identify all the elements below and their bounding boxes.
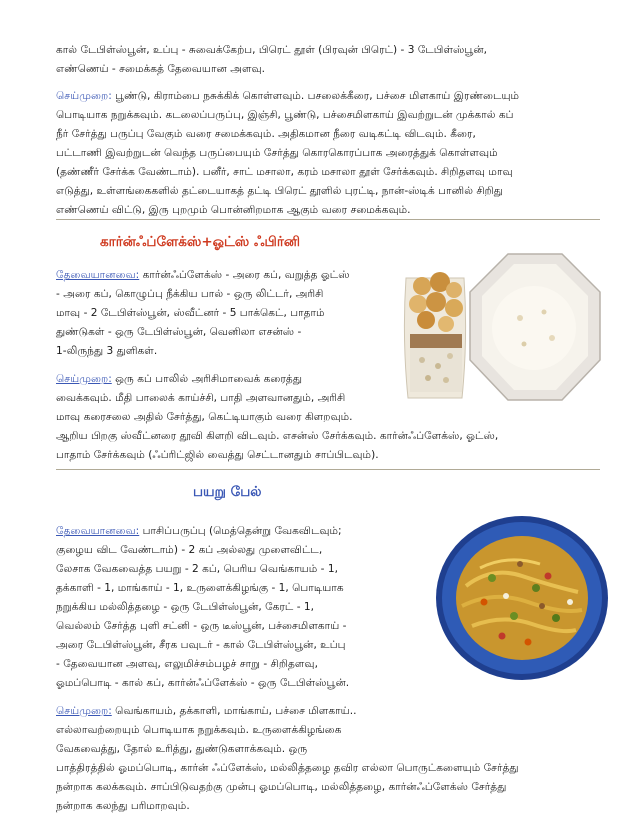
text-line: பாதாம் சேர்க்கவும் (ஃப்ரிட்ஜில் வைத்து செட்டானதும் சாப்பிடவும்). xyxy=(56,449,379,461)
method-line xyxy=(56,373,302,386)
text-line: எல்லாவற்றையும் பொடியாக நறுக்கவும். உருளைக்கிழங்கை xyxy=(56,724,342,736)
text-line: வைக்கவும். மீதி பாலைக் காய்ச்சி, பாதி அளவானதும், அரிசி xyxy=(56,392,346,404)
recipe-title: கார்ன்ஃப்ளேக்ஸ்+ஓட்ஸ் ஃபிர்னி xyxy=(100,234,301,250)
text-line: கால் டேபிள்ஸ்பூன், உப்பு - சுவைக்கேற்ப, பிரெட் தூள் (பிரவுன் பிரெட்) - 3 டேபிள்ஸ்பூன், xyxy=(56,44,487,56)
text-line: (தண்ணீர் சேர்க்க வேண்டாம்). பனீர், சாட் மசாலா, கரம் மசாலா தூள் சேர்க்கவும். சிறிதளவு மாவு xyxy=(56,166,513,178)
bhel-photo xyxy=(432,506,612,686)
text-line: நன்றாக கலந்து பரிமாறவும். xyxy=(56,800,190,812)
text-line: அரை டேபிள்ஸ்பூன், சீரக பவுடர் - கால் டேபிள்ஸ்பூன், உப்பு xyxy=(56,639,346,651)
method-label: செய்முறை: xyxy=(56,90,112,102)
blue-bowl xyxy=(436,516,608,680)
ingredients-label: தேவையானவை: xyxy=(56,269,140,281)
text-line: - அரை கப், கொழுப்பு நீக்கிய பால் - ஒரு லிட்டர், அரிசி xyxy=(56,288,324,300)
ingredients-text: பாசிப்பருப்பு (மெத்தென்று வேகவிடவும்; xyxy=(139,525,342,537)
section-divider xyxy=(56,219,600,220)
method-line xyxy=(56,705,356,718)
text-line: வேகவைத்து, தோல் உரித்து, துண்டுகளாக்கவும். ஒரு xyxy=(56,743,308,755)
ingredients-line xyxy=(56,269,350,282)
text-line: மாவு கரைசலை அதில் சேர்த்து, கெட்டியாகும் வரை கிளறவும். xyxy=(56,411,353,423)
method-text: பூண்டு, கிராம்பை நசுக்கிக் கொள்ளவும். பசலைக்கீரை, பச்சை மிளகாய் இரண்டையும் xyxy=(111,90,520,102)
method-line xyxy=(56,90,519,103)
text-line: மாவு - 2 டேபிள்ஸ்பூன், ஸ்வீட்னர் - 5 பாக்கெட், பாதாம் xyxy=(56,307,325,319)
text-line: எண்ணெய் - சமைக்கத் தேவையான அளவு. xyxy=(56,63,266,75)
recipe-title: பயறு பேல் xyxy=(193,484,262,500)
cornflakes-glass xyxy=(404,272,465,398)
text-line: பொடியாக நறுக்கவும். கடலைப்பருப்பு, இஞ்சி, பூண்டு, பச்சைமிளகாய் இவற்றுடன் முக்கால் கப் xyxy=(56,109,514,121)
text-line: ஓமப்பொடி - கால் கப், கார்ன்ஃப்ளேக்ஸ் - ஒரு டேபிள்ஸ்பூன். xyxy=(56,677,350,689)
ingredients-label: தேவையானவை: xyxy=(56,525,140,537)
section-divider xyxy=(56,469,600,470)
text-line: எண்ணெய் விட்டு, இரு புறமும் பொன்னிறமாக ஆகும் வரை சமைக்கவும். xyxy=(56,204,411,216)
text-line: 1-லிருந்து 3 துளிகள். xyxy=(56,345,158,357)
text-line: நன்றாக கலக்கவும். சாப்பிடுவதற்கு முன்பு ஓமப்பொடி, மல்லித்தழை, கார்ன்ஃப்ளேக்ஸ் சேர்த்து xyxy=(56,781,507,793)
text-line: வெல்லம் சேர்த்த புளி சட்னி - ஒரு டீஸ்பூன், பச்சைமிளகாய் - xyxy=(56,620,347,632)
ingredients-line xyxy=(56,525,342,538)
method-text: வெங்காயம், தக்காளி, மாங்காய், பச்சை மிளகாய்.. xyxy=(111,705,357,717)
text-line: துண்டுகள் - ஒரு டேபிள்ஸ்பூன், வெனிலா எசன்ஸ் - xyxy=(56,326,302,338)
text-line: பட்டாணி இவற்றுடன் வெந்த பருப்பையும் சேர்த்து கொரகொரப்பாக அரைத்துக் கொள்ளவும் xyxy=(56,147,498,159)
phirni-photo xyxy=(392,248,606,408)
text-line: நறுக்கிய மல்லித்தழை - ஒரு டேபிள்ஸ்பூன், கேரட் - 1, xyxy=(56,601,315,613)
phirni-bowl xyxy=(470,254,600,400)
method-label: செய்முறை: xyxy=(56,705,112,717)
text-line: தக்காளி - 1, மாங்காய் - 1, உருளைக்கிழங்கு - 1, பொடியாக xyxy=(56,582,344,594)
method-label: செய்முறை: xyxy=(56,373,112,385)
text-line: குழைய விட வேண்டாம்) - 2 கப் அல்லது முளைவிட்ட, xyxy=(56,544,323,556)
text-line: - தேவையான அளவு, எலுமிச்சம்பழச் சாறு - சிறிதளவு, xyxy=(56,658,318,670)
text-line: ஆறிய பிறகு ஸ்வீட்னரை தூவி கிளறி விடவும். எசன்ஸ் சேர்க்கவும். கார்ன்ஃப்ளேக்ஸ், ஓட்ஸ், xyxy=(56,430,499,442)
ingredients-text: கார்ன்ஃப்ளேக்ஸ் - அரை கப், வறுத்த ஓட்ஸ் xyxy=(139,269,350,281)
text-line: பாத்திரத்தில் ஓமப்பொடி, கார்ன் ஃப்ளேக்ஸ், மல்லித்தழை தவிர எல்லா பொருட்களையும் சேர்த்து xyxy=(56,762,519,774)
method-text: ஒரு கப் பாலில் அரிசிமாவைக் கரைத்து xyxy=(111,373,303,385)
text-line: லேசாக வேகவைத்த பயறு - 2 கப், பெரிய வெங்காயம் - 1, xyxy=(56,563,338,575)
text-line: எடுத்து, உள்ளங்கைகளில் தட்டையாகத் தட்டி பிரெட் தூளில் புரட்டி, நான்-ஸ்டிக் பானில் சிறிது xyxy=(56,185,503,197)
text-line: நீர் சேர்த்து பருப்பு வேகும் வரை சமைக்கவும். அதிகமான நீரை வடிகட்டி விடவும். கீரை, xyxy=(56,128,476,140)
